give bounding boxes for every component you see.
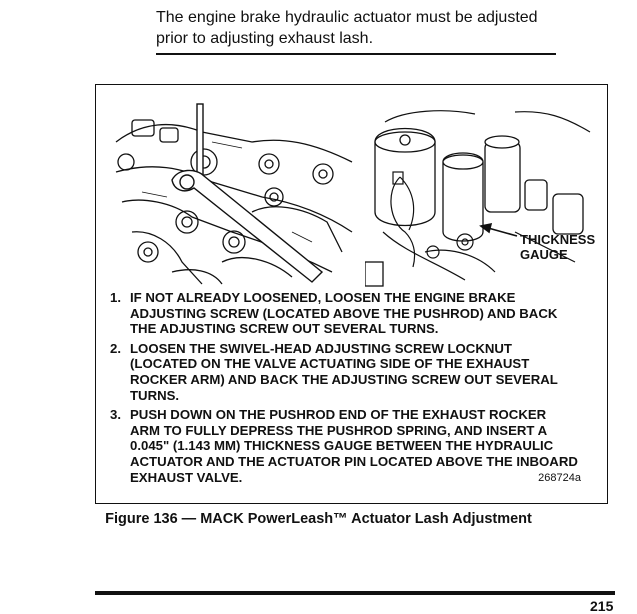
note-underline [156,53,556,55]
left-illustration [112,102,355,288]
step-line: (LOCATED ON THE VALVE ACTUATING SIDE OF THE EXHAUST [130,356,530,372]
step-line: ADJUSTING SCREW (LOCATED ABOVE THE PUSHROD) AND BACK [130,305,558,321]
procedure-steps [110,290,600,489]
step-line: ROCKER ARM) AND BACK THE ADJUSTING SCREW OUT SEVERAL [130,371,558,387]
step-number: 2. [110,340,121,356]
step-1 [110,290,600,337]
page-number: 215 [590,598,614,614]
note-line-1: The engine brake hydraulic actuator must be adjusted [156,9,538,26]
figure-caption: Figure 136 — MACK PowerLeash™ Actuator Lash Adjustment [105,511,532,527]
thickness-gauge-callout [520,232,595,262]
step-3 [110,407,600,485]
step-number: 3. [110,407,121,423]
figure-reference-number: 268724a [538,472,581,484]
adjustment-note [156,7,556,49]
step-line: THE ADJUSTING SCREW OUT SEVERAL TURNS. [130,321,439,337]
step-line: LOOSEN THE SWIVEL-HEAD ADJUSTING SCREW LOCKNUT [130,340,512,356]
step-2 [110,341,600,403]
step-line: ACTUATOR AND THE ACTUATOR PIN LOCATED ABOVE THE INBOARD [130,453,578,469]
step-number: 1. [110,290,121,305]
step-line: EXHAUST VALVE. [130,469,243,485]
footer-rule [95,591,615,595]
step-line: PUSH DOWN ON THE PUSHROD END OF THE EXHAUST ROCKER [130,407,547,423]
step-line: 0.045" (1.143 MM) THICKNESS GAUGE BETWEEN THE HYDRAULIC [130,438,554,454]
callout-line-2: GAUGE [520,247,568,262]
step-line: ARM TO FULLY DEPRESS THE PUSHROD SPRING, AND INSERT A [130,422,548,438]
note-line-2: prior to adjusting exhaust lash. [156,30,374,47]
callout-line-1: THICKNESS [520,232,596,247]
step-line: TURNS. [130,387,180,403]
step-line: IF NOT ALREADY LOOSENED, LOOSEN THE ENGINE BRAKE [130,290,516,305]
